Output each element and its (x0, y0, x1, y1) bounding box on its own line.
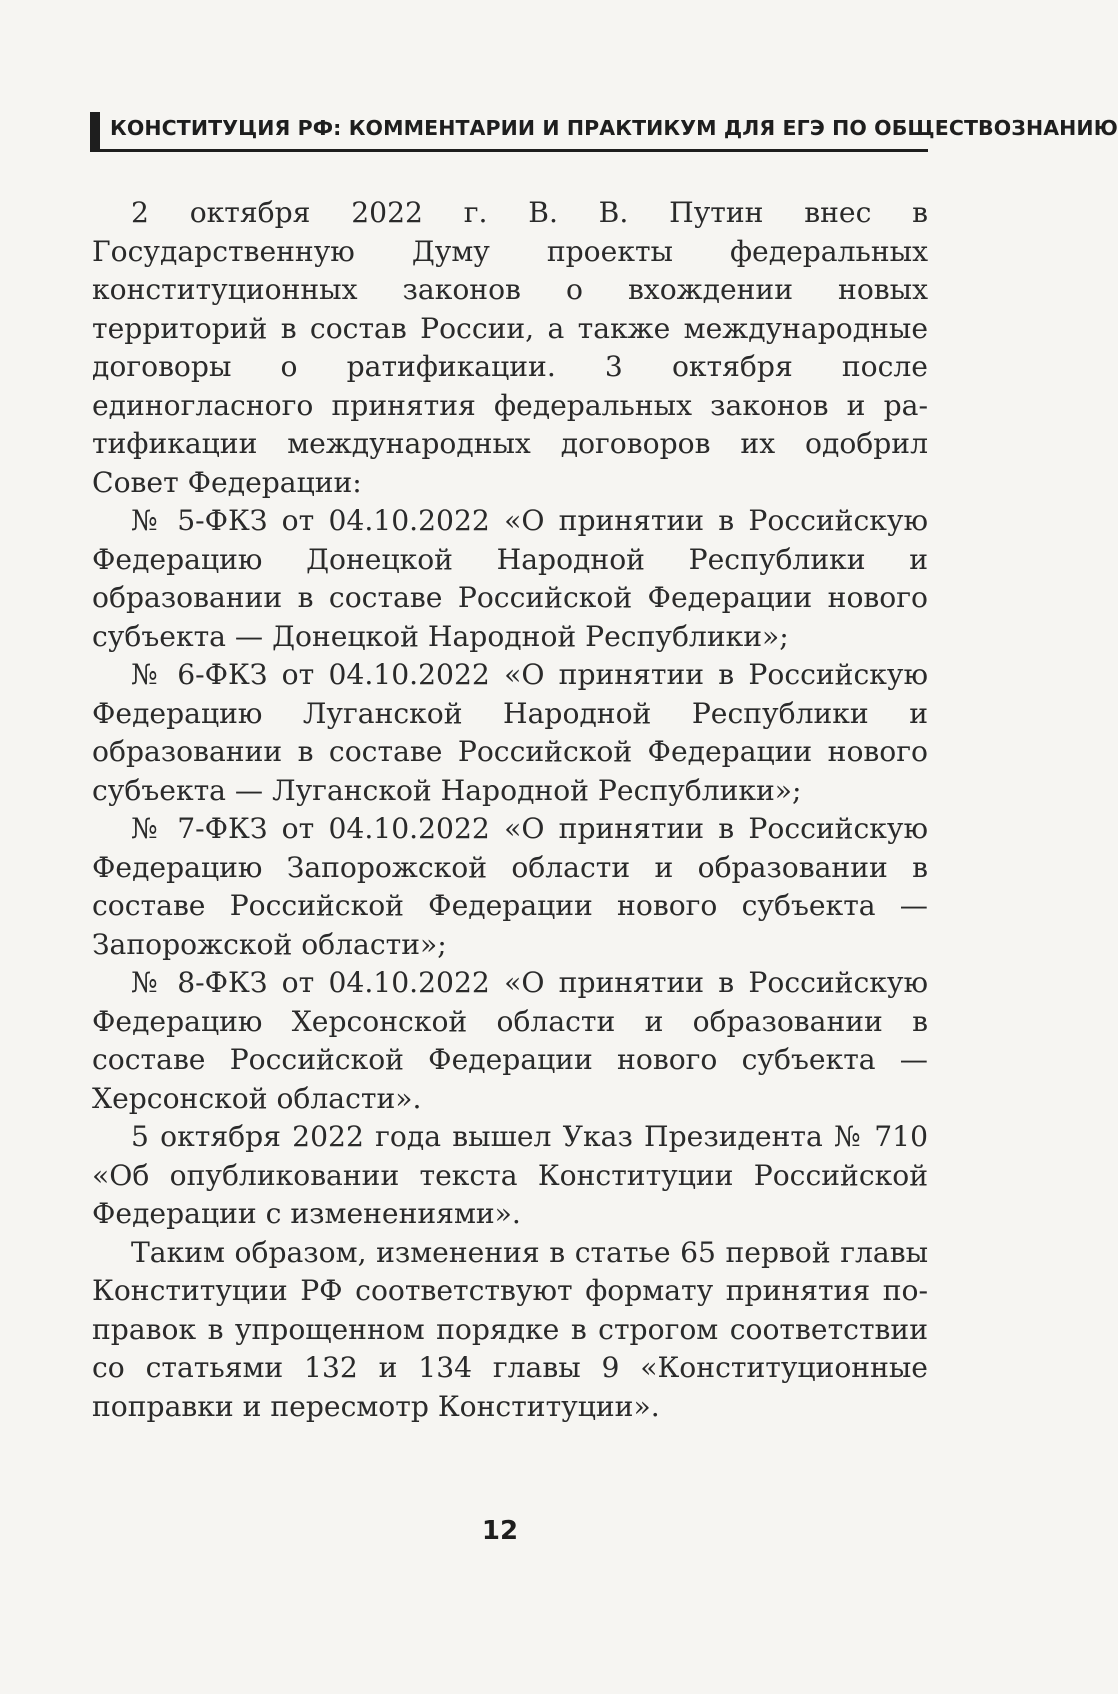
paragraph-decree-710: 5 октября 2022 года вышел Указ Президента № 710 «Об опубликовании текста Конституции Российской Федерации с изменениями». (92, 1120, 928, 1230)
header-marker-bar (90, 112, 100, 152)
paragraph-law-7-fkz: № 7-ФКЗ от 04.10.2022 «О принятии в Российскую Федерацию Запорожской области и образовании в составе Российской Федерации нового субъекта — Запорожской области»; (92, 812, 928, 961)
running-header-title: КОНСТИТУЦИЯ РФ: КОММЕНТАРИИ И ПРАКТИКУМ ДЛЯ ЕГЭ ПО ОБЩЕСТВОЗНАНИЮ (110, 116, 1118, 140)
body-text (92, 194, 928, 1426)
paragraph-intro: 2 октября 2022 г. В. В. Путин внес в Государственную Думу проекты федеральных конституционных законов о вхождении новых территорий в состав России, а также международные договоры о ратификации. 3 октября после единогласного принятия федеральных законов и ратификации международных договоров их одобрил Совет Федерации: (92, 196, 928, 499)
running-header (90, 110, 1118, 152)
paragraph-conclusion: Таким образом, изменения в статье 65 первой главы Конституции РФ соответствуют формату принятия поправок в упрощенном порядке в строгом соответствии со статьями 132 и 134 главы 9 «Конституционные поправки и пересмотр Конституции». (92, 1235, 928, 1423)
paragraph-law-6-fkz: № 6-ФКЗ от 04.10.2022 «О принятии в Российскую Федерацию Луганской Народной Республики и образовании в составе Российской Федерации нового субъекта — Луганской Народной Республики»; (92, 658, 928, 807)
paragraph-law-8-fkz: № 8-ФКЗ от 04.10.2022 «О принятии в Российскую Федерацию Херсонской области и образовании в составе Российской Федерации нового субъекта — Херсонской области». (92, 966, 928, 1115)
paragraph-law-5-fkz: № 5-ФКЗ от 04.10.2022 «О принятии в Российскую Федерацию Донецкой Народной Республики и образовании в составе Российской Федерации нового субъекта — Донецкой Народной Республики»; (92, 504, 928, 653)
page-number: 12 (481, 1516, 519, 1546)
